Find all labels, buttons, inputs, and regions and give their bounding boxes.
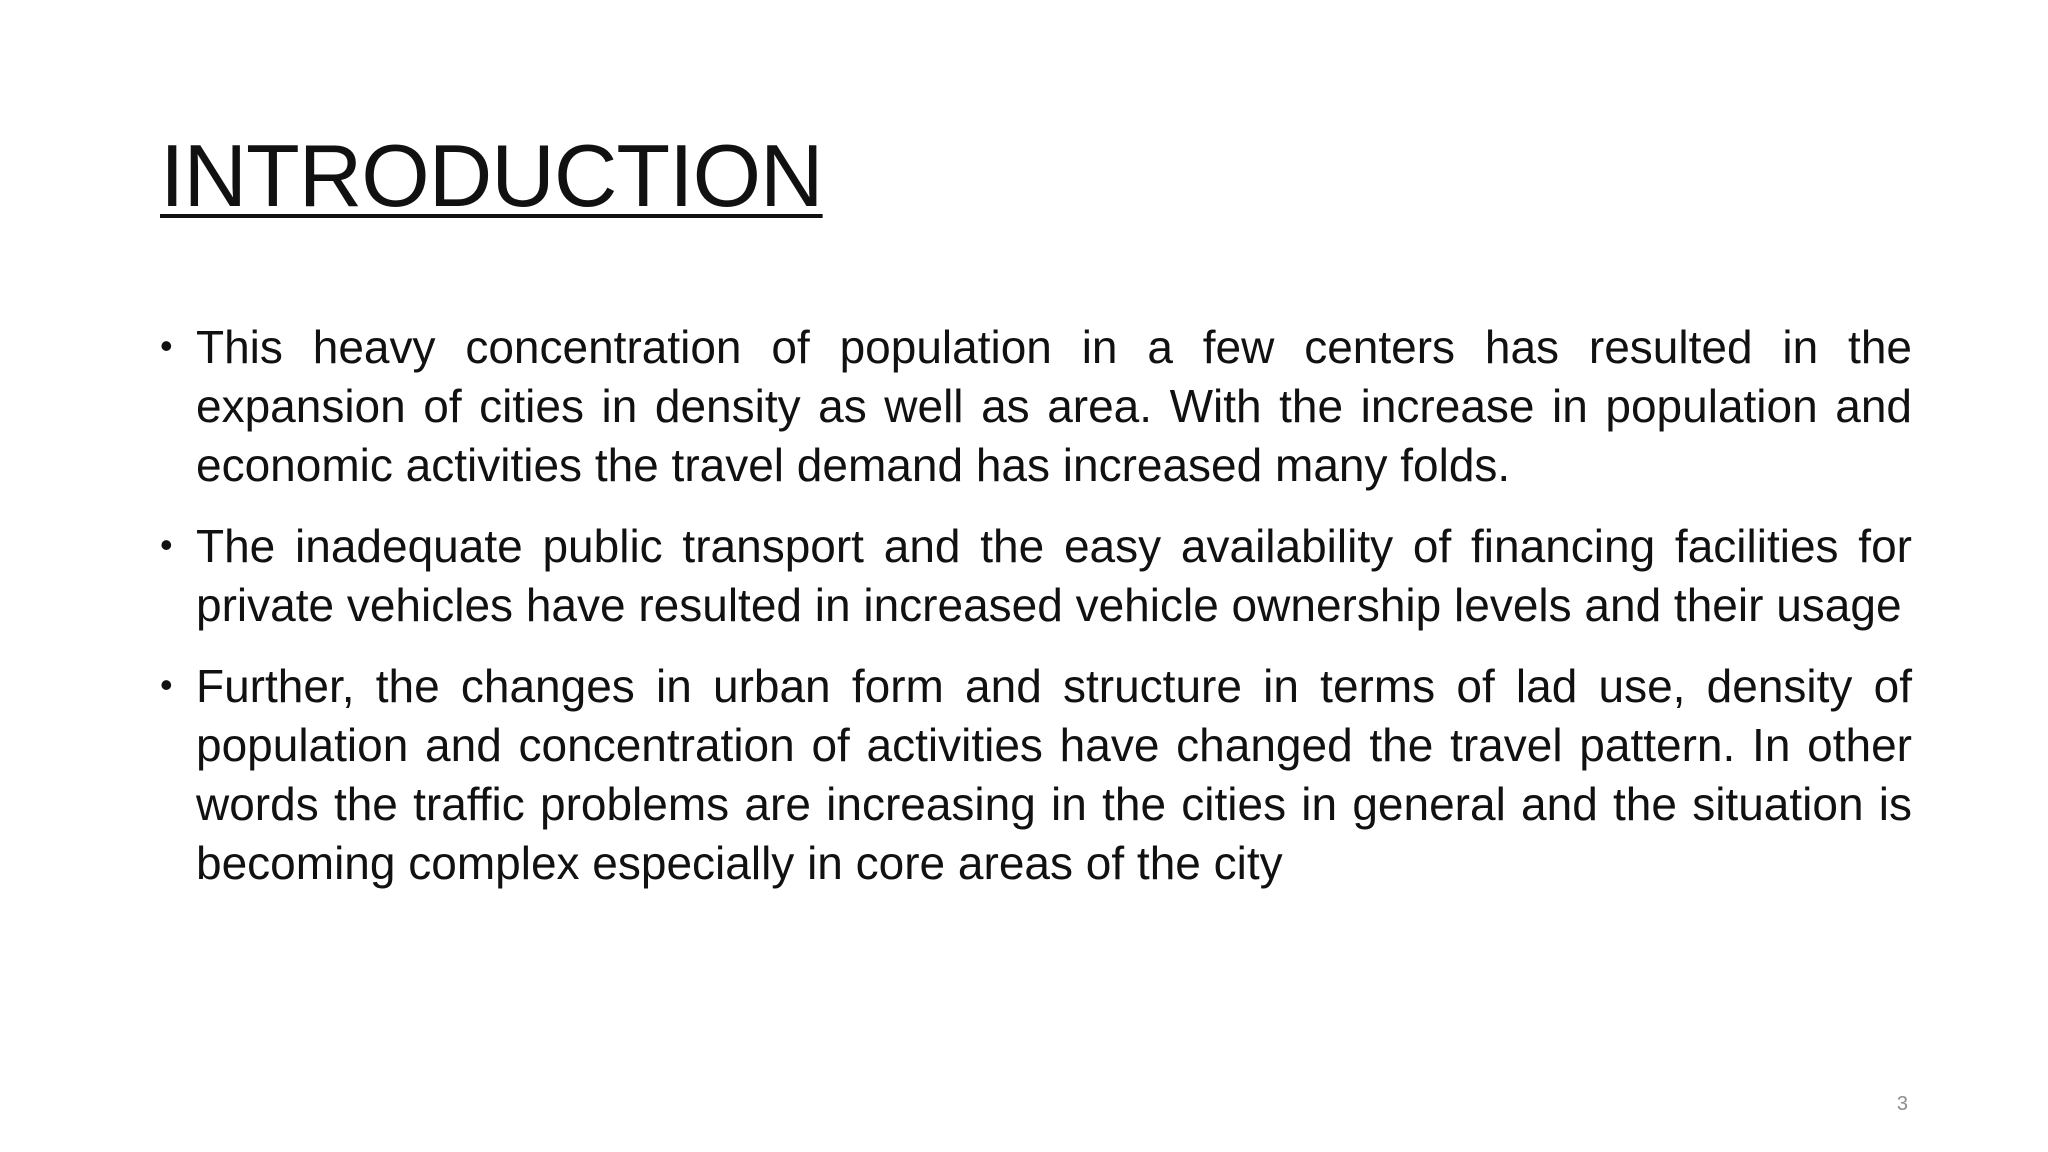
bullet-item-3: • Further, the changes in urban form and structure in terms of lad use, density of population and concentration of activities have changed the travel pattern. In other words the traffic problems are increasing in the cities in general and the situation is becoming complex especially in core areas of the city xyxy=(160,657,1912,893)
bullet-item-2: • The inadequate public transport and the easy availability of financing facilities for private vehicles have resulted in increased vehicle ownership levels and their usage xyxy=(160,517,1912,635)
page-number: 3 xyxy=(1896,1093,1908,1115)
slide-title: INTRODUCTION xyxy=(160,126,823,225)
bullet-list xyxy=(160,318,1912,915)
bullet-item-1: • This heavy concentration of population in a few centers has resulted in the expansion of cities in density as well as area. With the increase in population and economic activities the travel demand has increased many folds. xyxy=(160,318,1912,495)
